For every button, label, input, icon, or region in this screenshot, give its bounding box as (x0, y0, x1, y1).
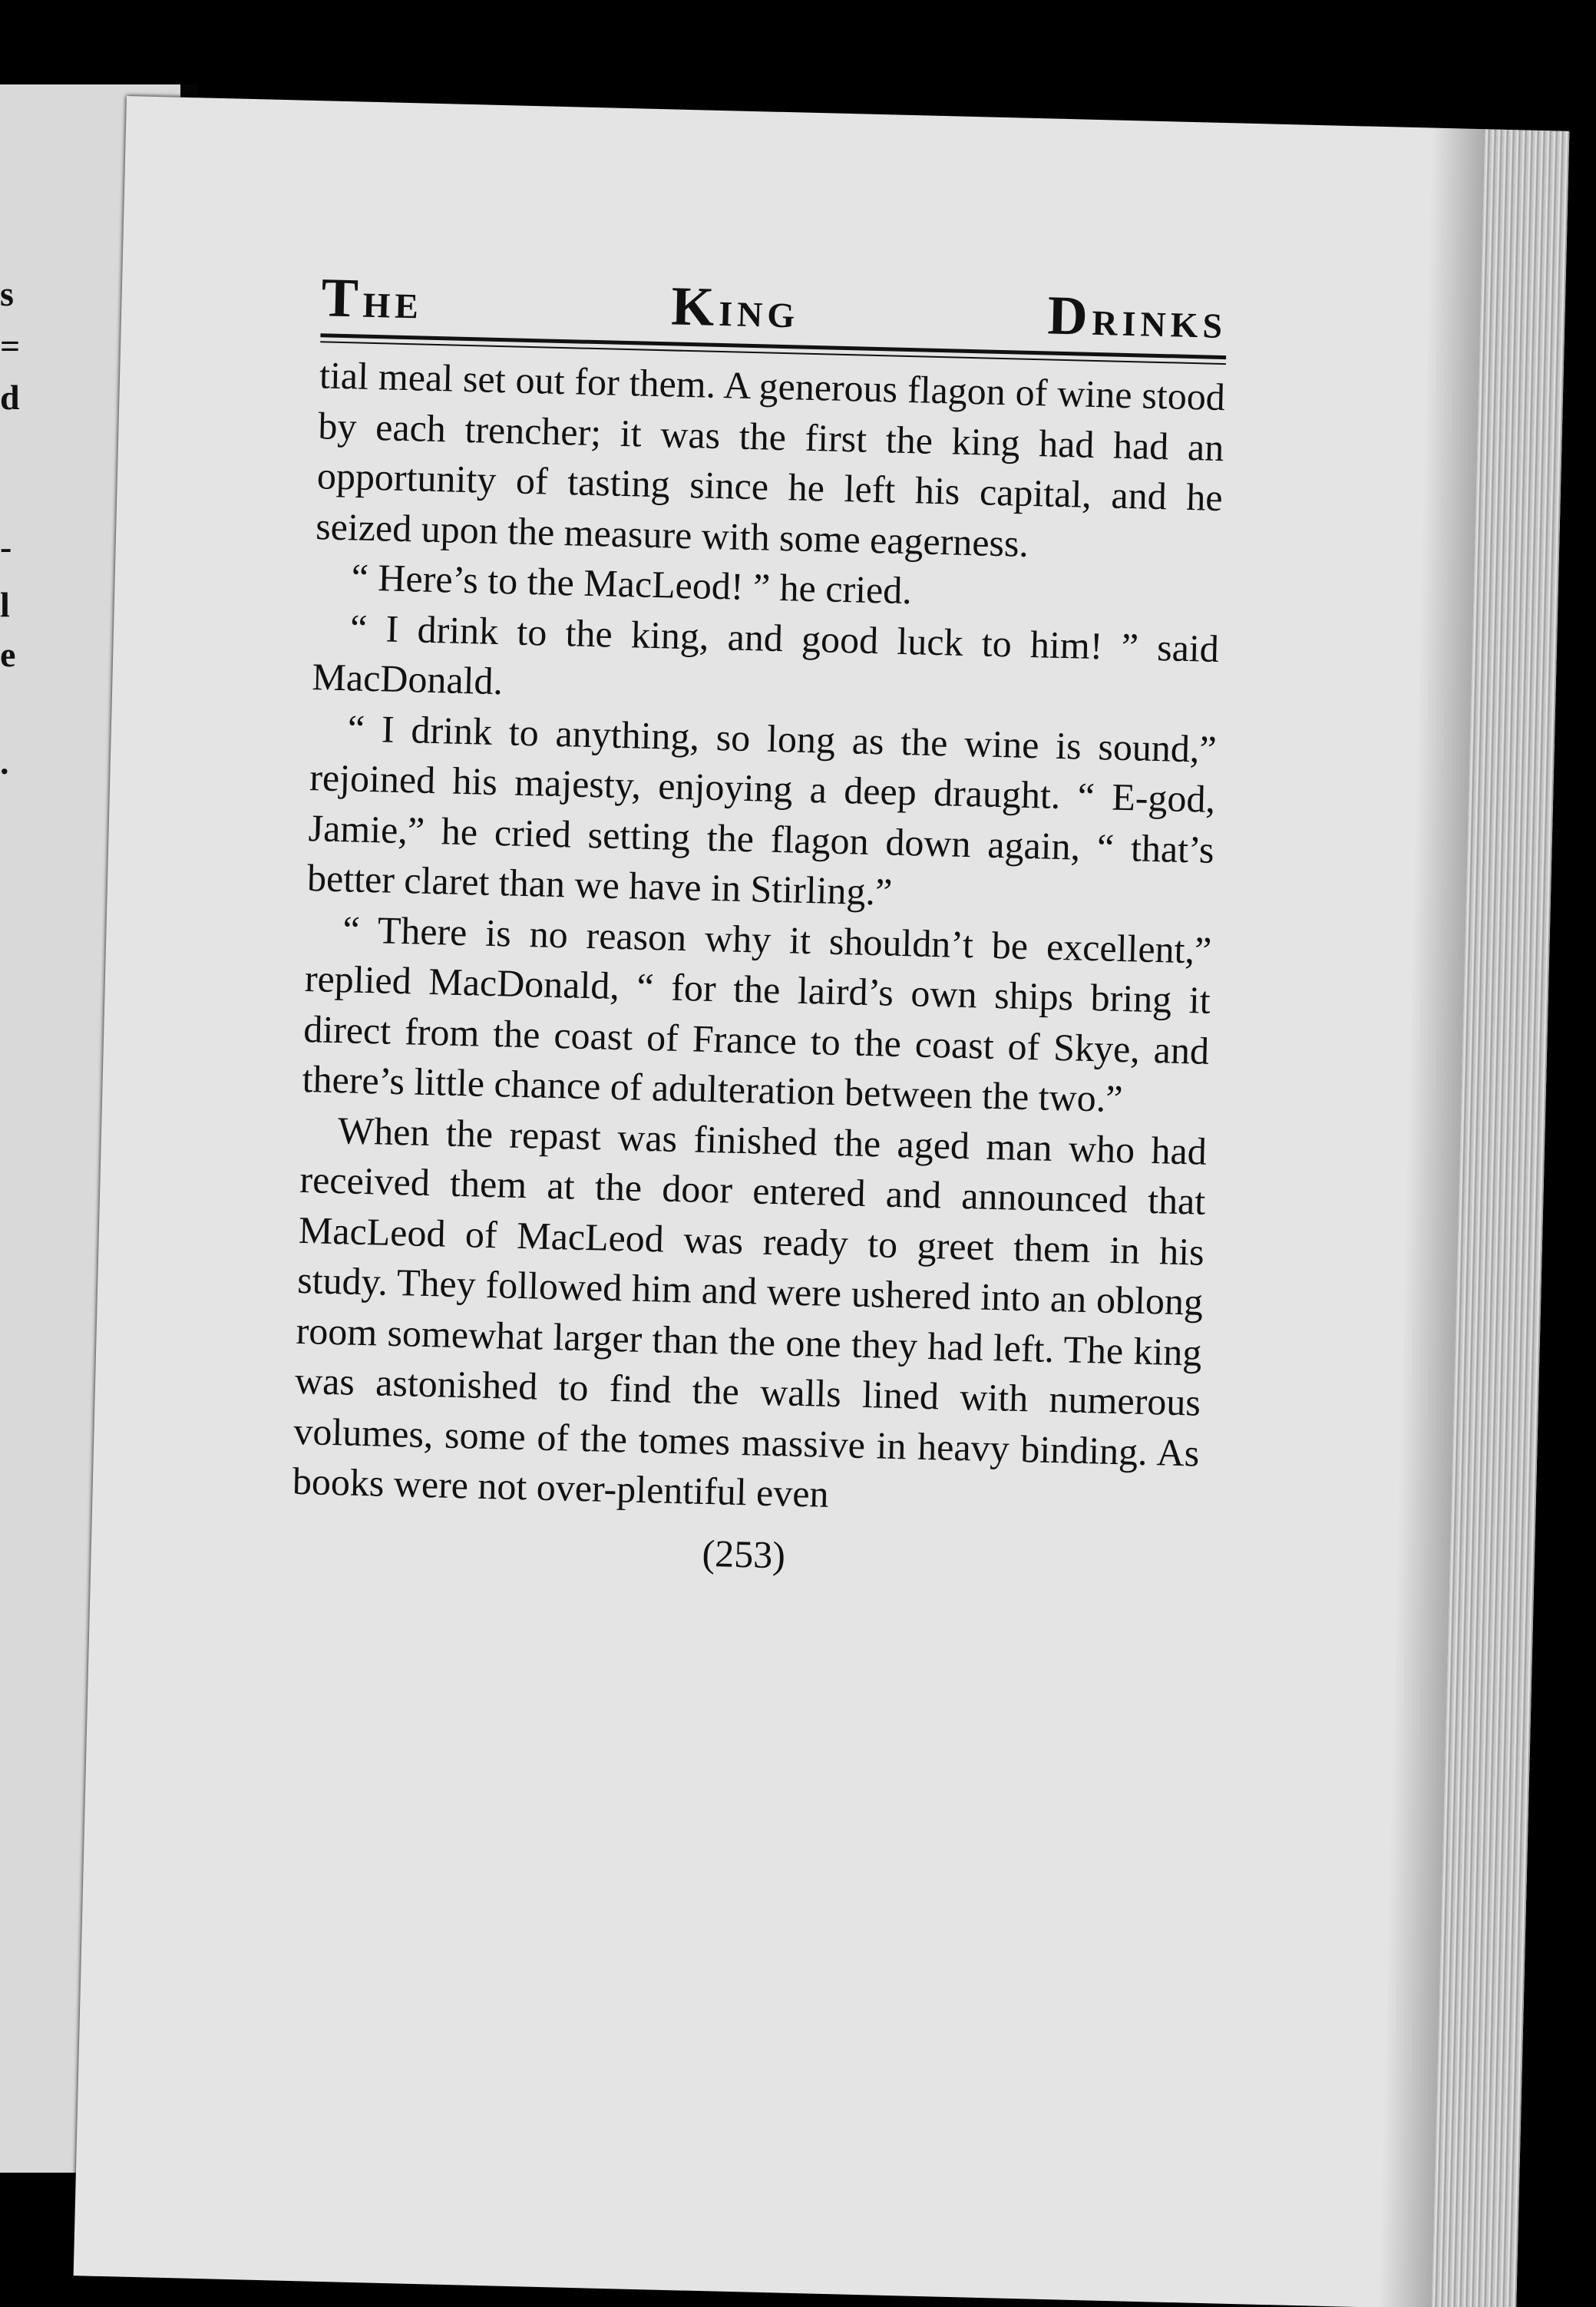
left-page-fragment: = (0, 326, 21, 365)
paragraph: “ I drink to anything, so long as the wine is sound,” rejoined his majesty, enjoying a deep draught. “ E-god, Jamie,” he cried setting the flagon down again, “ that’s better claret than we have in Stirling.” (306, 706, 1218, 914)
text-block (290, 266, 1228, 1587)
left-page-fragment: l (0, 585, 10, 624)
paragraph: “ I drink to the king, and good luck to him! ” said MacDonald. (311, 605, 1220, 703)
left-page-fragment: - (0, 527, 12, 567)
left-page-fragment: . (0, 742, 9, 782)
paragraph: tial meal set out for them. A generous flagon of wine stood by each trencher; it was the first the king had had an opportunity of tasting since he left his capital, and he seized upon the measure with some eagerness. (315, 353, 1226, 565)
left-page-fragment: s (0, 274, 14, 313)
paragraph: When the repast was finished the aged man who had received them at the door entered and announced that MacLeod of MacLeod was ready to greet them in his study. They followed him and were ushered into an oblong room somewhat larger than the one they had left. The king was astonished to find the walls lined with numerous volumes, some of the tomes massive in heavy binding. As books were not over-plentiful even (292, 1108, 1208, 1515)
left-page-fragment: d (0, 378, 20, 417)
body-text (292, 350, 1225, 1529)
page-number: (253) (702, 1531, 786, 1577)
left-page-fragment: e (0, 635, 16, 674)
paragraph: “ There is no reason why it shouldn’t be excellent,” replied MacDonald, “ for the laird’s own ships bring it direct from the coast of France to the coast of Skye, and there’s little chance of adulteration between the two.” (302, 907, 1212, 1121)
paragraph: “ Here’s to the MacLeod! ” he cried. (351, 555, 913, 613)
running-head-word: THE (320, 266, 424, 329)
book-page (74, 96, 1570, 2307)
running-head-word: KING (670, 275, 800, 338)
running-head-word: DRINKS (1046, 284, 1228, 347)
